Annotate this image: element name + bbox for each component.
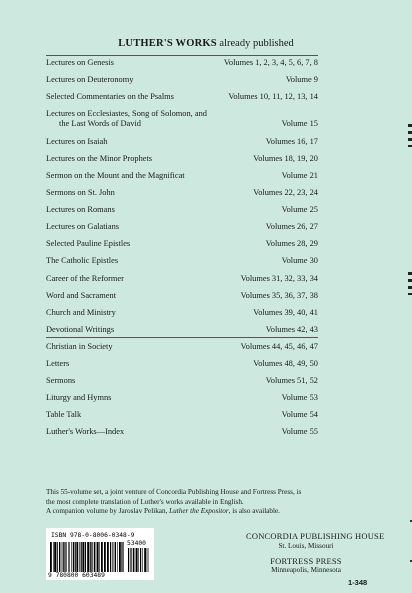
work-row <box>46 308 318 325</box>
barcode-bar <box>142 548 143 572</box>
ean-barcode-bars <box>50 542 126 572</box>
publisher-fortress-city: Minneapolis, Minnesota <box>271 566 341 574</box>
work-title <box>46 427 124 437</box>
barcode-bar <box>76 542 78 572</box>
work-title <box>46 291 116 301</box>
work-title <box>46 308 116 318</box>
work-volumes: Volumes 10, 11, 12, 13, 14 <box>228 92 318 102</box>
work-row <box>46 376 318 393</box>
work-row <box>46 137 318 154</box>
heading-series: LUTHER'S WORKS <box>118 38 217 49</box>
work-row <box>46 222 318 239</box>
barcode-bar <box>71 542 72 572</box>
companion-title: Luther the Expositor <box>169 507 229 515</box>
barcode-bar <box>112 542 113 572</box>
work-title <box>46 393 111 403</box>
work-volumes: Volumes 31, 32, 33, 34 <box>240 273 318 283</box>
work-row <box>46 205 318 222</box>
publisher-concordia-name: CONCORDIA PUBLISHING HOUSE <box>246 531 385 541</box>
work-title-line: Sermons on St. John <box>46 188 115 198</box>
work-title <box>46 188 115 198</box>
work-row <box>46 239 318 256</box>
work-title-line: The Catholic Epistles <box>46 256 119 266</box>
barcode-digits: 9 780800 603489 <box>48 572 105 579</box>
work-title <box>46 274 124 284</box>
barcode-bar <box>114 542 115 572</box>
spine-edge-marks <box>404 0 412 593</box>
work-volumes: Volumes 35, 36, 37, 38 <box>240 290 318 300</box>
work-volumes: Volume 21 <box>281 170 318 180</box>
barcode-bar <box>50 542 52 572</box>
work-title-line: Lectures on the Minor Prophets <box>46 153 153 163</box>
barcode-bar <box>96 542 97 572</box>
work-row <box>46 342 318 359</box>
work-row <box>46 58 318 75</box>
barcode-bar <box>68 542 69 572</box>
barcode-bar <box>117 542 118 572</box>
barcode-bar <box>101 542 103 572</box>
work-row <box>46 325 318 342</box>
barcode-bar <box>115 542 116 572</box>
work-title-line: Lectures on Romans <box>46 205 115 215</box>
barcode-bar <box>57 542 58 572</box>
work-title <box>46 359 69 369</box>
barcode-bar <box>61 542 62 572</box>
barcode-bar <box>136 548 138 572</box>
work-title <box>46 75 133 85</box>
work-volumes: Volumes 22, 23, 24 <box>253 188 318 198</box>
work-volumes: Volume 9 <box>285 75 318 85</box>
work-volumes: Volumes 28, 29 <box>265 239 318 249</box>
work-title <box>46 410 81 420</box>
barcode-bar <box>81 542 82 572</box>
barcode-bar <box>128 548 129 572</box>
barcode-bar <box>63 542 64 572</box>
heading-rest: already published <box>219 38 294 49</box>
work-row <box>46 256 318 273</box>
barcode-bar <box>123 542 124 572</box>
barcode-bar <box>87 542 89 572</box>
work-title <box>46 58 114 68</box>
barcode-bar <box>75 542 76 572</box>
work-volumes: Volume 53 <box>281 393 318 403</box>
barcode-bar <box>59 542 60 572</box>
work-title-line-2: the Last Words of David <box>59 119 141 129</box>
barcode-bar <box>54 542 56 572</box>
work-volumes: Volumes 16, 17 <box>265 136 318 146</box>
barcode-bar <box>107 542 109 572</box>
barcode-bar <box>138 548 139 572</box>
work-volumes: Volumes 26, 27 <box>265 222 318 232</box>
work-title <box>46 137 107 147</box>
work-title-line: Word and Sacrament <box>46 290 117 300</box>
addon-barcode-bars <box>128 548 150 572</box>
catalog-code: 1-348 <box>348 578 368 587</box>
barcode-bar <box>53 542 54 572</box>
work-volumes: Volume 55 <box>281 427 318 437</box>
companion-note <box>46 507 376 517</box>
work-row <box>46 359 318 376</box>
barcode-bar <box>91 542 92 572</box>
isbn-label: ISBN 978-0-8006-0348-9 <box>51 532 135 539</box>
barcode-bar <box>135 548 136 572</box>
barcode-bar <box>99 542 100 572</box>
barcode-bar <box>97 542 99 572</box>
barcode-bar <box>66 542 67 572</box>
work-row <box>46 274 318 291</box>
work-volumes: Volumes 1, 2, 3, 4, 5, 6, 7, 8 <box>223 58 318 67</box>
work-title <box>46 256 118 266</box>
work-row <box>46 427 318 444</box>
work-title-line: Lectures on Ecclesiastes, Song of Solomon, and <box>46 109 207 119</box>
work-title-line: Sermons <box>46 376 76 386</box>
heading <box>0 38 412 49</box>
barcode-bar <box>148 548 149 572</box>
work-title <box>46 342 113 352</box>
work-title <box>46 154 152 164</box>
work-title <box>46 92 174 102</box>
work-row <box>46 291 318 308</box>
work-title-line: Liturgy and Hymns <box>46 393 112 403</box>
work-volumes: Volume 30 <box>281 256 318 266</box>
price-code: 53400 <box>127 540 146 547</box>
work-title <box>46 376 75 386</box>
work-title <box>46 239 130 249</box>
work-row <box>46 188 318 205</box>
work-title-line: Selected Commentaries on the Psalms <box>46 92 174 102</box>
work-volumes: Volumes 18, 19, 20 <box>253 153 318 163</box>
work-title-line: Letters <box>46 359 70 368</box>
isbn-barcode <box>46 528 154 580</box>
work-volumes: Volume 25 <box>281 205 318 215</box>
work-volumes: Volumes 42, 43 <box>265 324 318 334</box>
barcode-bar <box>79 542 80 572</box>
work-row <box>46 410 318 427</box>
barcode-bar <box>140 548 141 572</box>
barcode-bar <box>82 542 84 572</box>
work-title-line: Lectures on Galatians <box>46 222 120 232</box>
work-volumes: Volumes 51, 52 <box>265 376 318 386</box>
works-list <box>46 58 318 444</box>
work-title <box>46 109 207 129</box>
work-title <box>46 205 115 215</box>
work-title <box>46 222 119 232</box>
barcode-bar <box>85 542 86 572</box>
barcode-bar <box>73 542 74 572</box>
work-title-line: Lectures on Isaiah <box>46 136 108 146</box>
work-row <box>46 92 318 109</box>
work-volumes: Volumes 48, 49, 50 <box>253 359 318 368</box>
barcode-bar <box>64 542 65 572</box>
barcode-bar <box>94 542 95 572</box>
work-row <box>46 393 318 410</box>
work-volumes: Volumes 44, 45, 46, 47 <box>240 341 318 351</box>
description-line-1: This 55-volume set, a joint venture of Concordia Publishing House and Fortress Press, is <box>46 488 302 496</box>
work-title-line: Church and Ministry <box>46 307 116 317</box>
work-title-line: Selected Pauline Epistles <box>46 239 131 249</box>
companion-suffix: , is also available. <box>228 507 280 515</box>
work-volumes: Volume 54 <box>281 410 318 420</box>
work-title-line: Luther's Works—Index <box>46 427 125 437</box>
companion-prefix: A companion volume by Jaroslav Pelikan, <box>46 507 168 515</box>
work-row <box>46 154 318 171</box>
barcode-bar <box>110 542 111 572</box>
work-title-line: Career of the Reformer <box>46 273 124 283</box>
description-paragraph <box>46 488 376 507</box>
work-volumes: Volume 15 <box>281 119 318 129</box>
work-title <box>46 171 185 181</box>
work-title-line: Devotional Writings <box>46 324 115 334</box>
barcode-bar <box>147 548 148 572</box>
work-row <box>46 109 318 137</box>
barcode-bar <box>130 548 131 572</box>
publisher-concordia-city: St. Louis, Missouri <box>278 542 334 550</box>
work-title <box>46 325 114 335</box>
barcode-bar <box>144 548 146 572</box>
work-title-line: Lectures on Deuteronomy <box>46 75 134 85</box>
barcode-bar <box>69 542 70 572</box>
barcode-bar <box>104 542 106 572</box>
barcode-bar <box>133 548 134 572</box>
barcode-bar <box>119 542 121 572</box>
work-title-line: Christian in Society <box>46 341 113 351</box>
work-title-line: Lectures on Genesis <box>46 58 114 67</box>
publisher-fortress-name: FORTRESS PRESS <box>270 556 342 566</box>
work-row <box>46 75 318 92</box>
description-line-2: the most complete translation of Luther's works available in English. <box>46 497 244 506</box>
work-volumes: Volumes 39, 40, 41 <box>253 307 318 317</box>
barcode-bar <box>90 542 91 572</box>
top-rule <box>46 55 318 56</box>
work-title-line: Sermon on the Mount and the Magnificat <box>46 170 185 180</box>
barcode-bar <box>121 542 122 572</box>
work-title-line: Table Talk <box>46 410 82 420</box>
work-row <box>46 171 318 188</box>
bottom-rule <box>46 337 318 338</box>
